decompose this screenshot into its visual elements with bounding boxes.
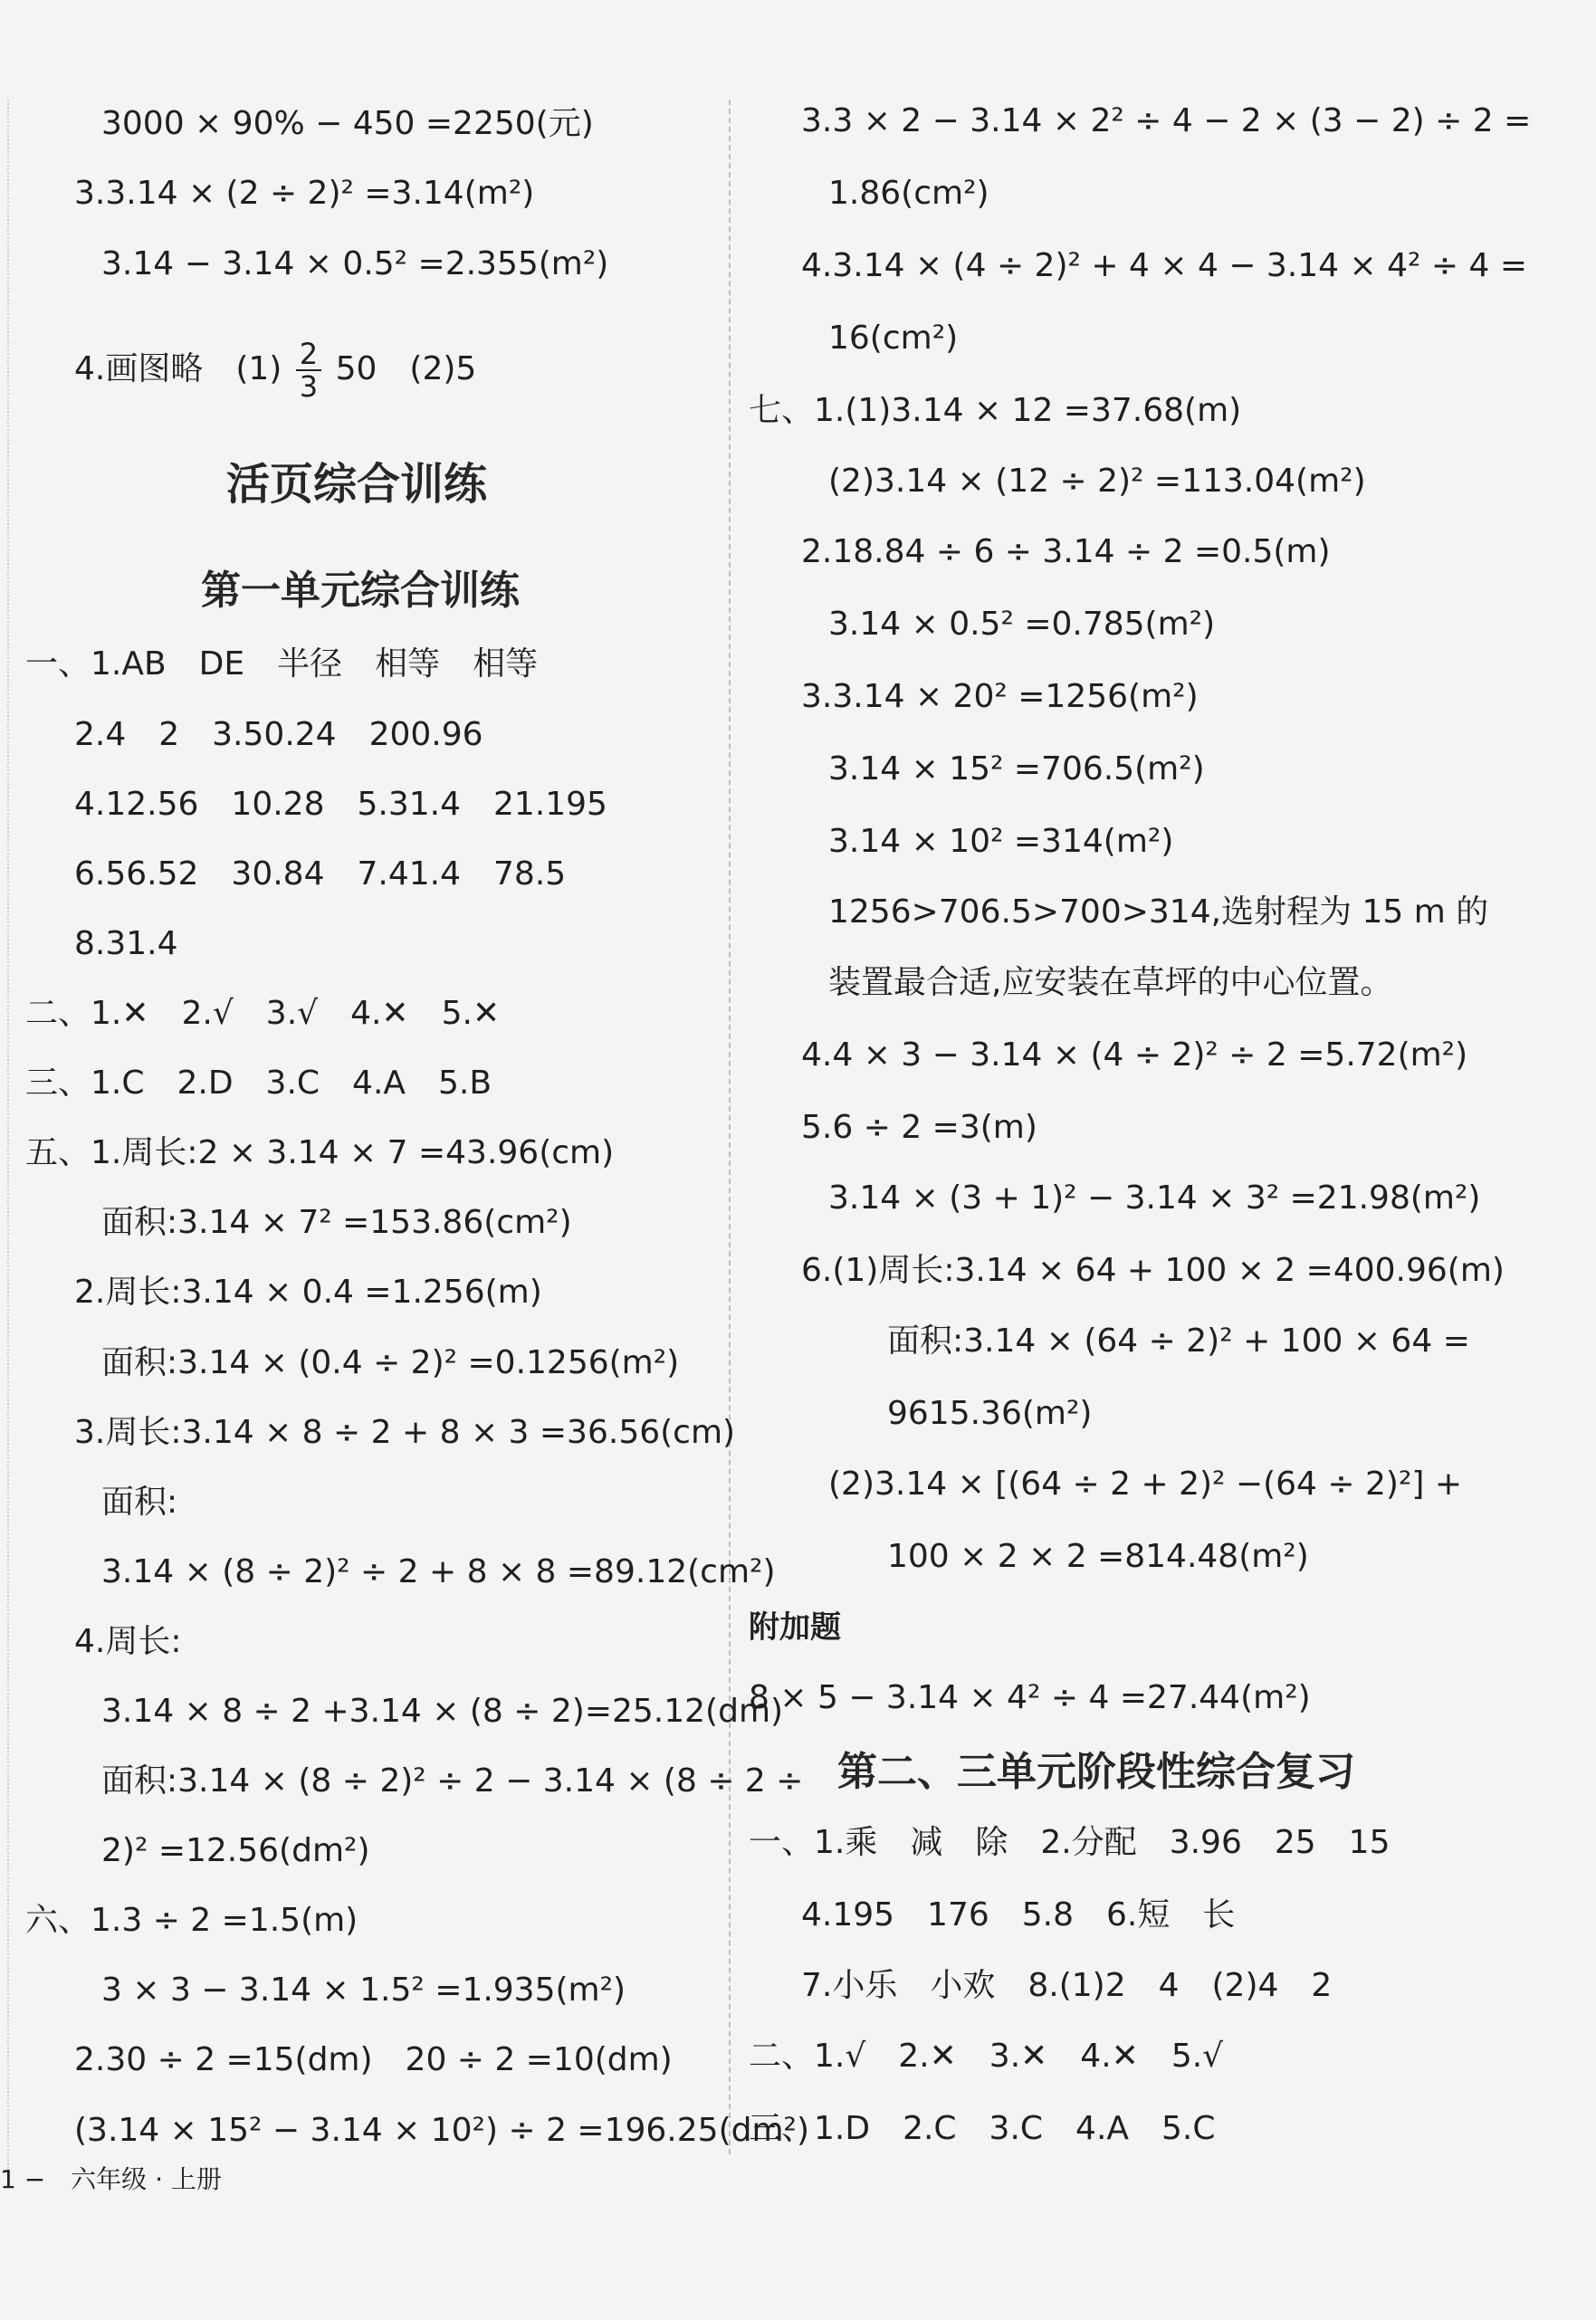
answer-line: 8.31.4 (74, 925, 178, 962)
answer-text: 50 (2)5 (335, 350, 477, 387)
answer-line: 8 × 5 − 3.14 × 4² ÷ 4 =27.44(m²) (749, 1679, 1311, 1716)
answer-line: 4.195 176 5.8 6.短 长 (801, 1896, 1236, 1933)
answer-line: 1.86(cm²) (828, 175, 989, 212)
answer-line: 二、1.✕ 2.√ 3.√ 4.✕ 5.✕ (25, 995, 501, 1032)
answer-line: 2.18.84 ÷ 6 ÷ 3.14 ÷ 2 =0.5(m) (801, 533, 1331, 570)
answer-line: 一、1.乘 减 除 2.分配 3.96 25 15 (749, 1824, 1391, 1861)
answer-line: 五、1.周长:2 × 3.14 × 7 =43.96(cm) (25, 1134, 615, 1171)
answer-line: (2)3.14 × [(64 ÷ 2 + 2)² −(64 ÷ 2)²] + (828, 1466, 1463, 1503)
answer-line: 面积: (101, 1484, 178, 1521)
answer-line: 2.30 ÷ 2 =15(dm) 20 ÷ 2 =10(dm) (74, 2041, 673, 2078)
answer-line: 3.3 × 2 − 3.14 × 2² ÷ 4 − 2 × (3 − 2) ÷ 2 = (801, 102, 1532, 139)
answer-text: 4.画图略 (1) (74, 350, 282, 387)
answer-line: (3.14 × 15² − 3.14 × 10²) ÷ 2 =196.25(dm²) (74, 2112, 810, 2149)
answer-line: 三、1.C 2.D 3.C 4.A 5.B (25, 1065, 492, 1102)
answer-line: 面积:3.14 × 7² =153.86(cm²) (101, 1204, 572, 1241)
answer-line: (2)3.14 × (12 ÷ 2)² =113.04(m²) (828, 463, 1366, 500)
answer-line: 面积:3.14 × (0.4 ÷ 2)² =0.1256(m²) (101, 1344, 680, 1381)
answer-line: 5.6 ÷ 2 =3(m) (801, 1109, 1037, 1146)
answer-line: 16(cm²) (828, 320, 959, 357)
answer-line: 3.14 × 10² =314(m²) (828, 823, 1174, 860)
unit-heading: 第二、三单元阶段性综合复习 (837, 1749, 1355, 1795)
answer-line: 6.56.52 30.84 7.41.4 78.5 (74, 855, 567, 893)
unit-heading: 第一单元综合训练 (201, 568, 520, 614)
answer-line: 3.3.14 × 20² =1256(m²) (801, 678, 1199, 715)
answer-line: 3.14 × (3 + 1)² − 3.14 × 3² =21.98(m²) (828, 1179, 1481, 1217)
answer-line: 装置最合适,应安装在草坪的中心位置。 (828, 964, 1393, 1001)
answer-line: 3.14 × 0.5² =0.785(m²) (828, 606, 1216, 643)
answer-line: 3.14 × 8 ÷ 2 +3.14 × (8 ÷ 2)=25.12(dm) (101, 1693, 784, 1730)
answer-line: 9615.36(m²) (887, 1395, 1093, 1432)
answer-line: 3 × 3 − 3.14 × 1.5² =1.935(m²) (101, 1972, 626, 2009)
answer-line: 2.周长:3.14 × 0.4 =1.256(m) (74, 1274, 542, 1311)
answer-line: 6.(1)周长:3.14 × 64 + 100 × 2 =400.96(m) (801, 1252, 1505, 1289)
answer-line: 3.14 × 15² =706.5(m²) (828, 750, 1205, 788)
answer-line: 3.周长:3.14 × 8 ÷ 2 + 8 × 3 =36.56(cm) (74, 1414, 736, 1451)
column-divider (729, 100, 731, 2154)
answer-line: 4.周长: (74, 1623, 182, 1660)
answer-line: 六、1.3 ÷ 2 =1.5(m) (25, 1902, 358, 1939)
answer-line: 3.3.14 × (2 ÷ 2)² =3.14(m²) (74, 175, 535, 212)
fraction-numerator: 2 (296, 339, 321, 371)
answer-line: 七、1.(1)3.14 × 12 =37.68(m) (749, 392, 1242, 429)
answer-line: 2)² =12.56(dm²) (101, 1832, 370, 1869)
answer-line: 3000 × 90% − 450 =2250(元) (101, 105, 594, 142)
answer-line: 3.14 × (8 ÷ 2)² ÷ 2 + 8 × 8 =89.12(cm²) (101, 1553, 776, 1590)
answer-line: 2.4 2 3.50.24 200.96 (74, 716, 483, 753)
answer-line: 1256>706.5>700>314,选射程为 15 m 的 (828, 893, 1489, 931)
answer-line: 4.12.56 10.28 5.31.4 21.195 (74, 786, 607, 823)
fraction-denominator: 3 (299, 369, 319, 404)
answer-line: 面积:3.14 × (8 ÷ 2)² ÷ 2 − 3.14 × (8 ÷ 2 ÷ (101, 1762, 804, 1800)
bonus-heading: 附加题 (749, 1609, 841, 1646)
answer-line: 二、1.√ 2.✕ 3.✕ 4.✕ 5.√ (749, 2038, 1224, 2075)
answer-line: 面积:3.14 × (64 ÷ 2)² + 100 × 64 = (887, 1322, 1470, 1360)
answer-line: 3.14 − 3.14 × 0.5² =2.355(m²) (101, 245, 609, 282)
answer-line: 100 × 2 × 2 =814.48(m²) (887, 1538, 1309, 1575)
answer-line: 4.3.14 × (4 ÷ 2)² + 4 × 4 − 3.14 × 4² ÷ 4 = (801, 247, 1528, 284)
answer-line: 三、1.D 2.C 3.C 4.A 5.C (749, 2110, 1216, 2147)
section-heading: 活页综合训练 (226, 459, 488, 510)
page-edge-line (7, 100, 9, 2172)
answer-line: 7.小乐 小欢 8.(1)2 4 (2)4 2 (801, 1967, 1333, 2004)
page-footer: 1 − 六年级 · 上册 (0, 2164, 222, 2194)
answer-line-with-fraction (74, 339, 476, 402)
answer-line: 一、1.AB DE 半径 相等 相等 (25, 645, 539, 683)
answer-line: 4.4 × 3 − 3.14 × (4 ÷ 2)² ÷ 2 =5.72(m²) (801, 1036, 1468, 1074)
fraction (296, 339, 321, 402)
